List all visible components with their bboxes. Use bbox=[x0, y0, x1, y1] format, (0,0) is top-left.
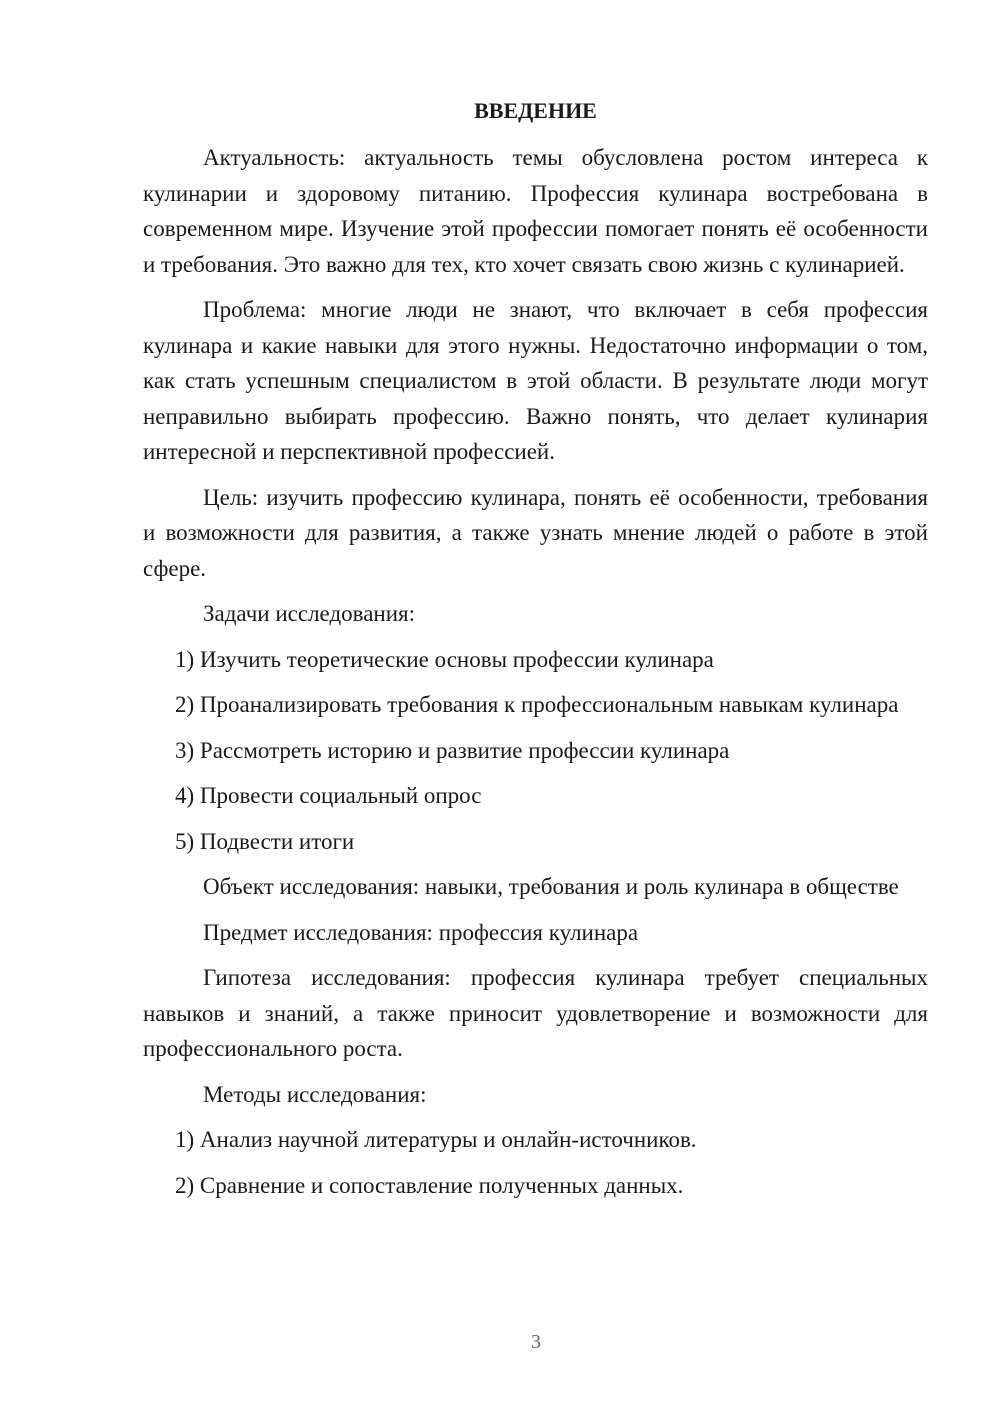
page-title: ВВЕДЕНИЕ bbox=[474, 98, 597, 123]
relevance-paragraph: Актуальность: актуальность темы обусловлена ростом интереса к кулинарии и здоровому питанию. Профессия кулинара востребована в современном мире. Изучение этой профессии помогает понять её особенности и требования. Это важно для тех, кто хочет связать свою жизнь с кулинарией. bbox=[143, 145, 928, 277]
object-paragraph: Объект исследования: навыки, требования и роль кулинара в обществе bbox=[203, 874, 899, 899]
goal-paragraph: Цель: изучить профессию кулинара, понять её особенности, требования и возможности для развития, а также узнать мнение людей о работе в этой сфере. bbox=[143, 484, 928, 581]
tasks-heading: Задачи исследования: bbox=[203, 601, 416, 626]
task-item-2: 2) Проанализировать требования к профессиональным навыкам кулинара bbox=[175, 692, 899, 717]
method-item-1: 1) Анализ научной литературы и онлайн-источников. bbox=[175, 1127, 697, 1152]
methods-heading: Методы исследования: bbox=[203, 1081, 427, 1107]
task-item-3: 3) Рассмотреть историю и развитие профессии кулинара bbox=[175, 737, 730, 763]
hypothesis-paragraph: Гипотеза исследования: профессия кулинара требует специальных навыков и знаний, а также приносит удовлетворение и возможности для профессионального роста. bbox=[143, 965, 928, 1061]
task-item-4: 4) Провести социальный опрос bbox=[175, 783, 482, 808]
task-item-1: 1) Изучить теоретические основы профессии кулинара bbox=[175, 646, 714, 672]
problem-paragraph: Проблема: многие люди не знают, что включает в себя профессия кулинара и какие навыки для этого нужны. Недостаточно информации о том, как стать успешным специалистом в этой области. В результате люди могут неправильно выбирать профессию. Важно понять, что делает кулинария интересной и перспективной профессией. bbox=[143, 297, 928, 464]
subject-paragraph: Предмет исследования: профессия кулинара bbox=[203, 919, 639, 945]
page-number: 3 bbox=[531, 1331, 541, 1353]
page-content bbox=[143, 93, 928, 1213]
task-item-5: 5) Подвести итоги bbox=[175, 828, 355, 854]
method-item-2: 2) Сравнение и сопоставление полученных данных. bbox=[175, 1172, 684, 1198]
